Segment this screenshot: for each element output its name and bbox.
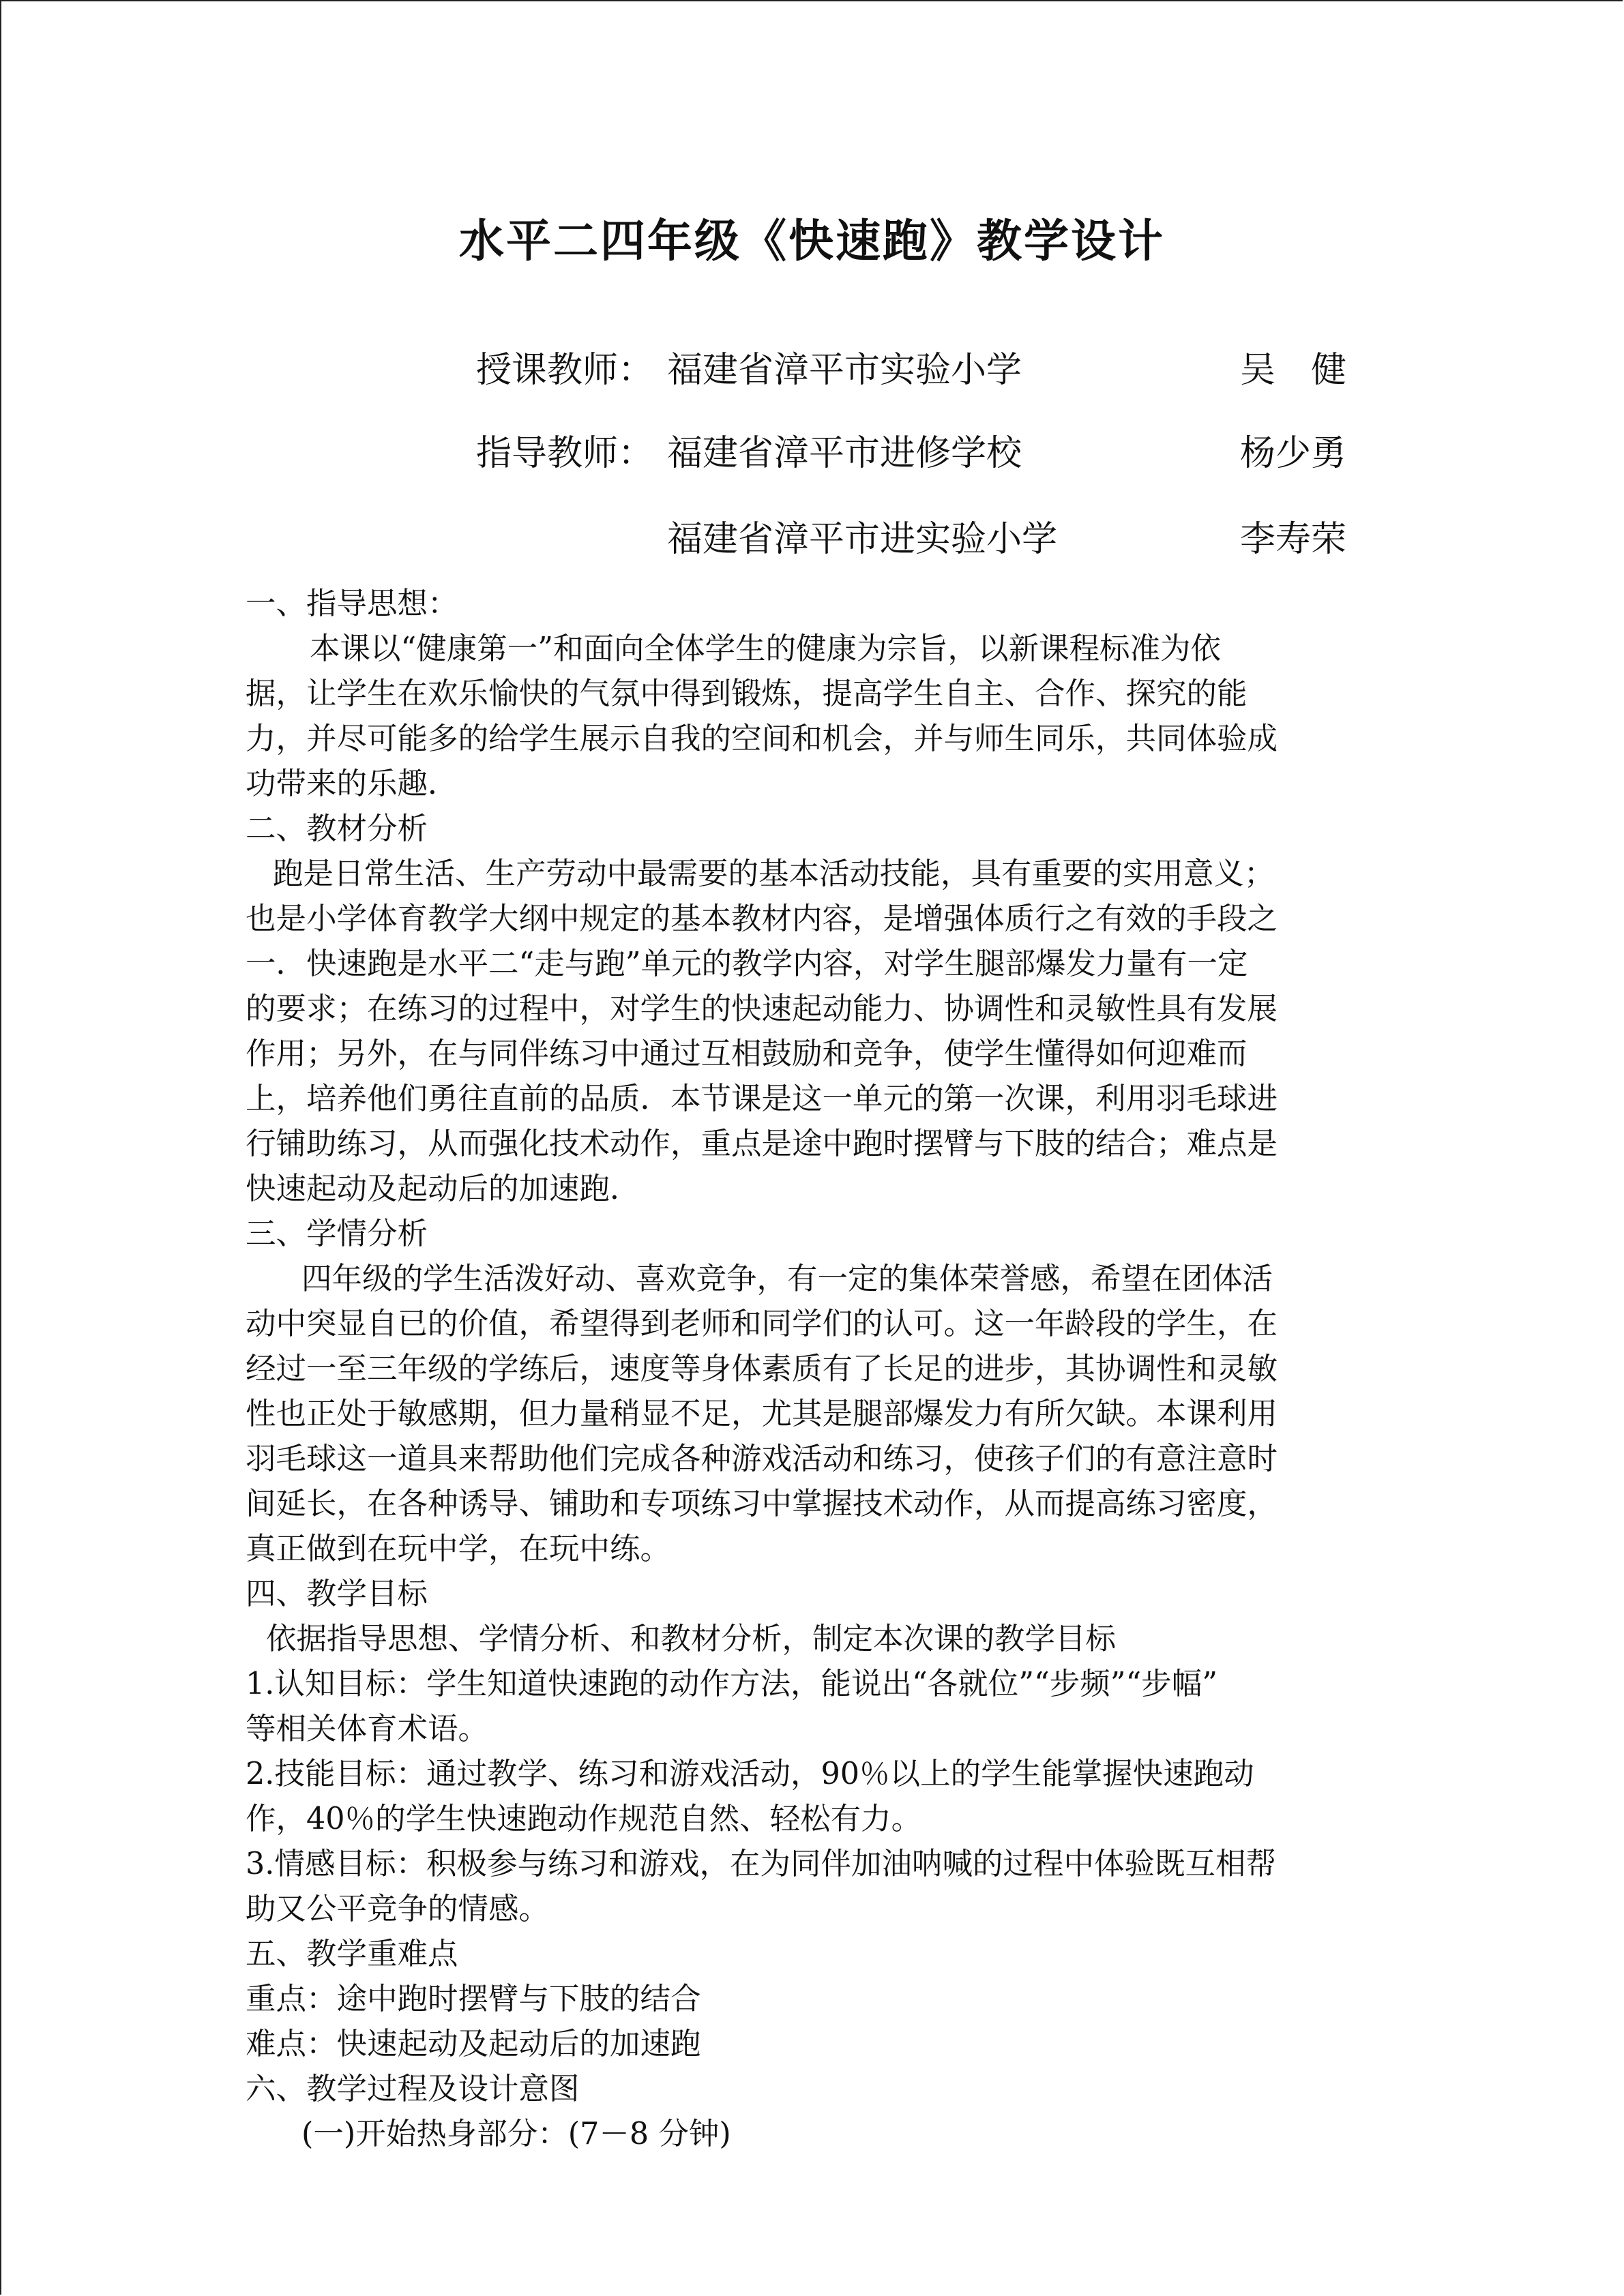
paragraph-line: 羽毛球这一道具来帮助他们完成各种游戏活动和练习，使孩子们的有意注意时 — [246, 1442, 1278, 1476]
teacher-name: 杨少勇 — [1240, 433, 1347, 474]
paragraph-line: 动中突显自已的价值，希望得到老师和同学们的认可。这一年龄段的学生，在 — [246, 1307, 1278, 1341]
document-title: 水平二四年级《快速跑》教学设计 — [459, 215, 1165, 267]
teacher-school: 福建省漳平市进实验小学 — [667, 519, 1058, 560]
document-body — [246, 582, 1364, 2157]
subsection-heading: (一)开始热身部分：(7－8 分钟) — [301, 2117, 731, 2151]
list-item-continuation: 助又公平竞争的情感。 — [246, 1892, 550, 1926]
paragraph-line: 跑是日常生活、生产劳动中最需要的基本活动技能，具有重要的实用意义； — [273, 856, 1275, 891]
paragraph-line: 快速起动及起动后的加速跑． — [246, 1172, 640, 1206]
section-heading: 二、教材分析 — [246, 811, 428, 846]
paragraph-line: 依据指导思想、学情分析、和教材分析，制定本次课的教学目标 — [266, 1622, 1117, 1656]
paragraph-line: 也是小学体育教学大纲中规定的基本教材内容，是增强体质行之有效的手段之 — [246, 901, 1278, 936]
paragraph-line: 据，让学生在欢乐愉快的气氛中得到锻炼，提高学生自主、合作、探究的能 — [246, 676, 1247, 711]
paragraph-line: 性也正处于敏感期，但力量稍显不足，尤其是腿部爆发力有所欠缺。本课利用 — [246, 1397, 1278, 1431]
teacher-label: 指导教师： — [476, 433, 654, 474]
list-item-continuation: 等相关体育术语。 — [246, 1712, 489, 1746]
paragraph-line: 重点：途中跑时摆臂与下肢的结合 — [246, 1982, 701, 2016]
paragraph-line: 间延长，在各种诱导、铺助和专项练习中掌握技术动作，从而提高练习密度， — [246, 1487, 1278, 1521]
section-heading: 一、指导思想： — [246, 586, 458, 621]
paragraph-line: 上，培养他们勇往直前的品质．本节课是这一单元的第一次课，利用羽毛球进 — [246, 1082, 1278, 1116]
list-item-continuation: 作，40％的学生快速跑动作规范自然、轻松有力。 — [246, 1802, 922, 1836]
paragraph-line: 的要求；在练习的过程中，对学生的快速起动能力、协调性和灵敏性具有发展 — [246, 992, 1278, 1026]
paragraph-line: 力，并尽可能多的给学生展示自我的空间和机会，并与师生同乐，共同体验成 — [246, 721, 1278, 756]
section-heading: 四、教学目标 — [246, 1577, 428, 1611]
list-item: 1.认知目标：学生知道快速跑的动作方法，能说出“各就位”“步频”“步幅” — [246, 1667, 1217, 1701]
section-heading: 六、教学过程及设计意图 — [246, 2072, 580, 2106]
paragraph-line: 难点：快速起动及起动后的加速跑 — [246, 2027, 701, 2061]
paragraph-line: 行铺助练习，从而强化技术动作，重点是途中跑时摆臂与下肢的结合；难点是 — [246, 1127, 1278, 1161]
teacher-name: 吴 健 — [1240, 350, 1347, 391]
list-item: 3.情感目标：积极参与练习和游戏，在为同伴加油呐喊的过程中体验既互相帮 — [246, 1847, 1276, 1881]
paragraph-line: 本课以“健康第一”和面向全体学生的健康为宗旨，以新课程标准为依 — [310, 631, 1222, 666]
section-heading: 三、学情分析 — [246, 1217, 428, 1251]
paragraph-line: 作用；另外，在与同伴练习中通过互相鼓励和竞争，使学生懂得如何迎难而 — [246, 1037, 1247, 1071]
teacher-school: 福建省漳平市进修学校 — [667, 433, 1022, 474]
paragraph-line: 真正做到在玩中学，在玩中练。 — [246, 1532, 671, 1566]
paragraph-line: 一．快速跑是水平二“走与跑”单元的教学内容，对学生腿部爆发力量有一定 — [246, 946, 1248, 981]
teacher-label: 授课教师： — [476, 350, 654, 391]
teacher-school: 福建省漳平市实验小学 — [667, 350, 1022, 391]
section-heading: 五、教学重难点 — [246, 1937, 458, 1971]
paragraph-line: 四年级的学生活泼好动、喜欢竞争，有一定的集体荣誉感，希望在团体活 — [301, 1262, 1273, 1296]
paragraph-line: 经过一至三年级的学练后，速度等身体素质有了长足的进步，其协调性和灵敏 — [246, 1352, 1278, 1386]
paragraph-line: 功带来的乐趣． — [246, 766, 458, 801]
teacher-name: 李寿荣 — [1240, 519, 1347, 560]
list-item: 2.技能目标：通过教学、练习和游戏活动，90％以上的学生能掌握快速跑动 — [246, 1757, 1254, 1791]
